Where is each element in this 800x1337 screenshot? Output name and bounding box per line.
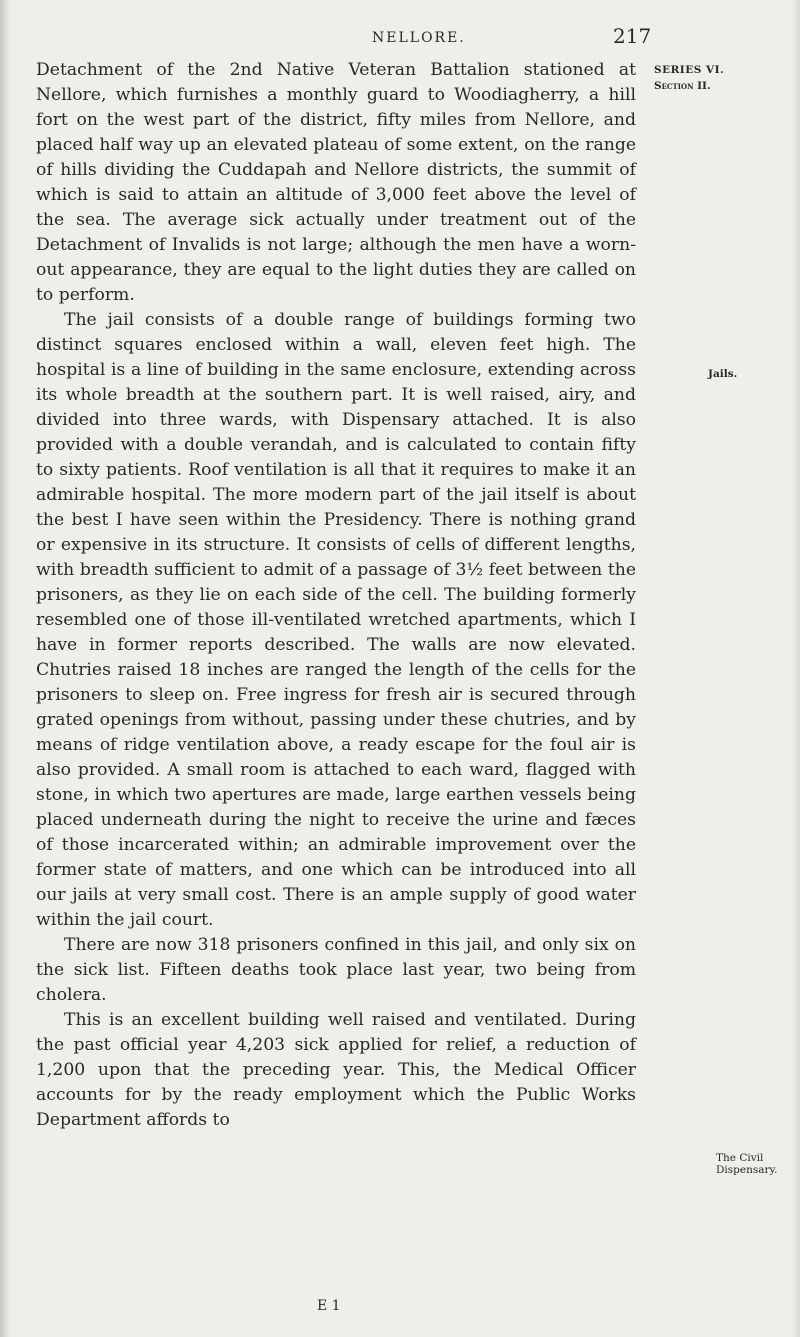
page-right-edge <box>792 0 800 1337</box>
paragraph-jail: The jail consists of a double range of buildings forming two distinct squares enclosed within a wall, eleven feet high. The hospital is a line of building in the same enclosure, extending across its whole breadth at the southern part. It is well raised, airy, and divided into three wards, with Dispensary attached. It is also provided with a double verandah, and is calculated to contain fifty to sixty patients. Roof ventilation is all that it requires to make it an admirable hospital. The more modern part of the jail itself is about the best I have seen within the Presidency. There is nothing grand or expensive in its structure. It consists of cells of different lengths, with breadth sufficient to admit of a passage of 3½ feet between the prisoners, as they lie on each side of the cell. The building formerly resembled one of those ill-ventilated wretched apartments, which I have in former reports described. The walls are now elevated. Chutries raised 18 inches are ranged the length of the cells for the prisoners to sleep on. Free ingress for fresh air is secured through grated openings from without, passing under these chutries, and by means of ridge ventilation above, a ready escape for the foul air is also provided. A small room is attached to each ward, flagged with stone, in which two apertures are made, large earthen vessels being placed underneath during the night to receive the urine and fæces of those incarcerated within; an admirable improvement over the former state of matters, and one which can be introduced into all our jails at very small cost. There is an ample supply of good water within the jail court. <box>36 310 636 930</box>
paragraph-dispensary: This is an excellent building well raised and ventilated. During the past official year 4,203 sick applied for relief, a reduction of 1,200 upon that the preceding year. This, the Medical Officer accounts for by the ready employment which the Public Works Department affords to <box>36 1010 636 1130</box>
margin-note-dispensary: The Civil Dispensary. <box>716 1152 778 1176</box>
paragraph-prisoners: There are now 318 prisoners confined in this jail, and only six on the sick list. Fifteen deaths took place last year, two being from cholera. <box>36 935 636 1005</box>
margin-note-series: SERIES VI. <box>654 64 725 76</box>
paragraph-detachment: Detachment of the 2nd Native Veteran Battalion stationed at Nellore, which furnishes a monthly guard to Woodiagherry, a hill fort on the west part of the district, fifty miles from Nellore, and placed half way up an elevated plateau of some extent, on the range of hills dividing the Cuddapah and Nellore districts, the summit of which is said to attain an altitude of 3,000 feet above the level of the sea. The average sick actually under treatment out of the Detachment of Invalids is not large; although the men have a worn-out appearance, they are equal to the light duties they are called on to perform. <box>36 60 636 305</box>
page-gutter-edge <box>0 0 10 1337</box>
signature-mark: E 1 <box>317 1298 341 1314</box>
running-title: NELLORE. <box>372 30 466 46</box>
running-head <box>0 24 800 54</box>
margin-note-section: Section II. <box>654 80 711 92</box>
page-number: 217 <box>613 24 652 48</box>
body-text <box>36 58 636 1133</box>
margin-note-jails: Jails. <box>708 368 738 380</box>
